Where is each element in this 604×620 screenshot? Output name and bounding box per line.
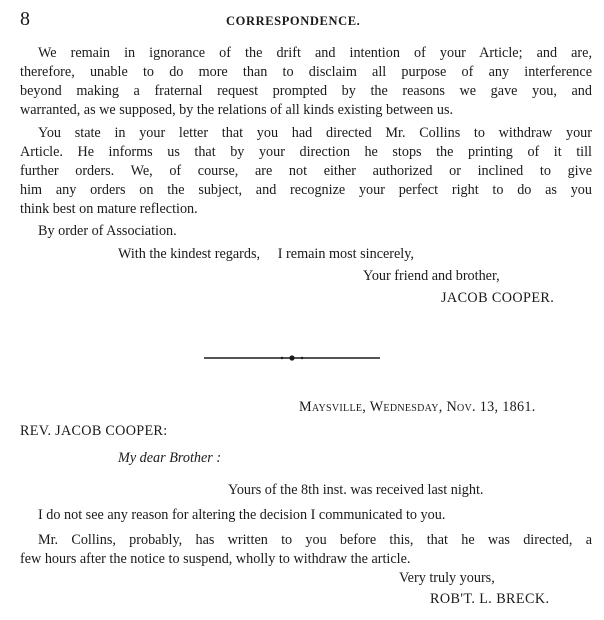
closing-line: Very truly yours, <box>399 570 495 586</box>
text-line: beyond making a fraternal request prompted by the reasons we gave you, and <box>20 83 592 99</box>
addressee: REV. JACOB COOPER: <box>20 423 168 439</box>
dateline: Maysville, Wednesday, Nov. 13, 1861. <box>299 399 536 415</box>
text-line: Yours of the 8th inst. was received last night. <box>228 482 484 498</box>
section-divider <box>204 354 380 362</box>
text-line: think best on mature reflection. <box>20 201 198 217</box>
closing-line: Your friend and brother, <box>363 268 500 284</box>
page-number: 8 <box>20 8 30 30</box>
text-line: I do not see any reason for altering the decision I communicated to you. <box>38 507 446 523</box>
text-line: therefore, unable to do more than to disclaim all purpose of any interference <box>20 64 592 80</box>
order-line: By order of Association. <box>38 223 177 239</box>
signature: ROB'T. L. BRECK. <box>430 591 550 607</box>
text-line: Mr. Collins, probably, has written to you before this, that he was directed, a <box>38 532 592 548</box>
signature: JACOB COOPER. <box>441 290 555 306</box>
running-head: CORRESPONDENCE. <box>226 14 361 28</box>
text-line: You state in your letter that you had directed Mr. Collins to withdraw your <box>38 125 592 141</box>
closing-line: With the kindest regards, I remain most sincerely, <box>118 246 414 262</box>
text-line: further orders. We, of course, are not either authorized or inclined to give <box>20 163 592 179</box>
text-line: few hours after the notice to suspend, wholly to withdraw the article. <box>20 551 411 567</box>
text-line: him any orders on the subject, and recognize your perfect right to do as you <box>20 182 592 198</box>
text-line: Article. He informs us that by your direction he stops the printing of it till <box>20 144 592 160</box>
salutation: My dear Brother : <box>118 450 222 466</box>
text-line: We remain in ignorance of the drift and intention of your Article; and are, <box>38 45 592 61</box>
text-line: warranted, as we supposed, by the relations of all kinds existing between us. <box>20 102 454 118</box>
